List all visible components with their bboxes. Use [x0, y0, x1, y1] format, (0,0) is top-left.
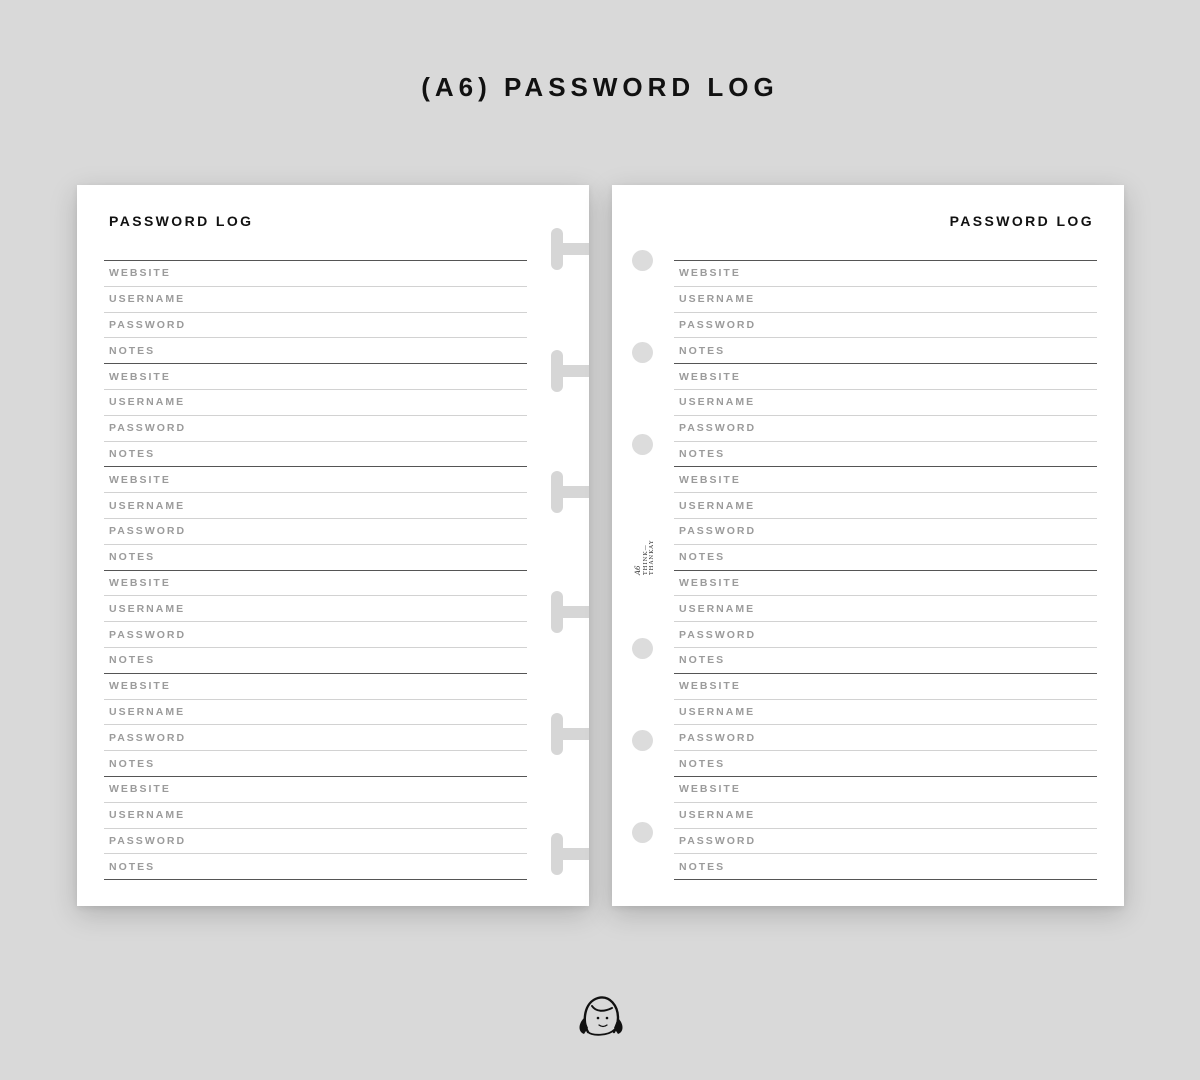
row-label: NOTES	[109, 860, 156, 873]
log-row-password	[104, 416, 527, 442]
right-page-title: PASSWORD LOG	[949, 213, 1094, 229]
disc-binding-tab	[551, 228, 589, 270]
log-row-notes	[104, 442, 527, 468]
brand-size: A6	[634, 565, 642, 575]
log-row-password	[104, 519, 527, 545]
log-row-username	[104, 287, 527, 313]
disc-binding-tab	[551, 833, 589, 875]
log-row-notes	[674, 854, 1097, 880]
log-row-username	[674, 287, 1097, 313]
log-row-website	[674, 364, 1097, 390]
log-row-website	[674, 777, 1097, 803]
log-row-username	[104, 596, 527, 622]
ring-hole	[632, 822, 653, 843]
log-row-website	[674, 674, 1097, 700]
row-label: WEBSITE	[679, 680, 741, 693]
log-row-username	[674, 493, 1097, 519]
row-label: NOTES	[109, 654, 156, 667]
log-row-password	[674, 313, 1097, 339]
row-label: NOTES	[679, 654, 726, 667]
log-row-password	[674, 416, 1097, 442]
ring-hole	[632, 342, 653, 363]
row-label: USERNAME	[109, 396, 186, 409]
log-row-notes	[104, 854, 527, 880]
row-label: PASSWORD	[109, 422, 187, 435]
row-label: USERNAME	[679, 499, 756, 512]
row-label: USERNAME	[109, 293, 186, 306]
row-label: USERNAME	[109, 602, 186, 615]
log-row-notes	[104, 648, 527, 674]
row-label: WEBSITE	[679, 370, 741, 383]
row-label: USERNAME	[679, 809, 756, 822]
log-row-website	[104, 467, 527, 493]
log-row-notes	[674, 751, 1097, 777]
log-row-password	[104, 829, 527, 855]
row-label: PASSWORD	[679, 525, 757, 538]
log-row-website	[104, 674, 527, 700]
log-row-username	[104, 700, 527, 726]
right-planner-page	[612, 185, 1124, 906]
log-row-username	[674, 390, 1097, 416]
log-row-username	[104, 803, 527, 829]
log-row-notes	[674, 442, 1097, 468]
log-row-password	[104, 622, 527, 648]
row-label: NOTES	[679, 757, 726, 770]
log-row-username	[104, 390, 527, 416]
row-label: PASSWORD	[679, 628, 757, 641]
log-row-password	[674, 519, 1097, 545]
log-row-username	[674, 803, 1097, 829]
log-row-notes	[674, 338, 1097, 364]
row-label: PASSWORD	[109, 628, 187, 641]
row-label: PASSWORD	[109, 731, 187, 744]
log-row-notes	[104, 338, 527, 364]
row-label: WEBSITE	[109, 267, 171, 280]
row-label: USERNAME	[109, 499, 186, 512]
log-row-username	[674, 596, 1097, 622]
log-row-website	[104, 777, 527, 803]
row-label: WEBSITE	[109, 370, 171, 383]
right-password-rows	[674, 260, 1097, 880]
row-label: USERNAME	[109, 705, 186, 718]
disc-binding-tab	[551, 713, 589, 755]
row-label: NOTES	[679, 551, 726, 564]
row-label: PASSWORD	[679, 834, 757, 847]
row-label: PASSWORD	[109, 834, 187, 847]
row-label: WEBSITE	[109, 680, 171, 693]
row-label: WEBSITE	[679, 267, 741, 280]
brand-name: THINK—THANKAY	[642, 539, 655, 575]
log-row-username	[674, 700, 1097, 726]
left-page-title: PASSWORD LOG	[109, 213, 254, 229]
disc-binding-tab	[551, 591, 589, 633]
row-label: WEBSITE	[109, 783, 171, 796]
disc-binding-tab	[551, 350, 589, 392]
row-label: USERNAME	[679, 396, 756, 409]
ring-hole	[632, 250, 653, 271]
row-label: USERNAME	[679, 293, 756, 306]
row-label: WEBSITE	[109, 473, 171, 486]
row-label: NOTES	[679, 447, 726, 460]
row-label: PASSWORD	[679, 731, 757, 744]
disc-binding-tab	[551, 471, 589, 513]
log-row-password	[104, 313, 527, 339]
row-label: WEBSITE	[679, 473, 741, 486]
brand-mark	[635, 523, 661, 575]
log-row-password	[674, 829, 1097, 855]
row-label: PASSWORD	[109, 318, 187, 331]
log-row-password	[674, 622, 1097, 648]
log-row-notes	[674, 545, 1097, 571]
ring-hole	[632, 638, 653, 659]
log-row-website	[674, 571, 1097, 597]
row-label: NOTES	[109, 344, 156, 357]
ring-hole	[632, 730, 653, 751]
log-row-notes	[104, 751, 527, 777]
left-planner-page	[77, 185, 589, 906]
log-row-notes	[104, 545, 527, 571]
log-row-website	[674, 261, 1097, 287]
row-label: NOTES	[109, 551, 156, 564]
girl-face-logo-icon	[574, 992, 626, 1036]
row-label: PASSWORD	[679, 422, 757, 435]
row-label: NOTES	[109, 447, 156, 460]
row-label: WEBSITE	[109, 576, 171, 589]
row-label: NOTES	[679, 344, 726, 357]
row-label: USERNAME	[679, 602, 756, 615]
row-label: WEBSITE	[679, 576, 741, 589]
row-label: PASSWORD	[679, 318, 757, 331]
log-row-website	[674, 467, 1097, 493]
main-title: (A6) PASSWORD LOG	[421, 72, 779, 102]
log-row-notes	[674, 648, 1097, 674]
log-row-username	[104, 493, 527, 519]
row-label: USERNAME	[109, 809, 186, 822]
log-row-password	[104, 725, 527, 751]
row-label: WEBSITE	[679, 783, 741, 796]
log-row-password	[674, 725, 1097, 751]
row-label: NOTES	[109, 757, 156, 770]
log-row-website	[104, 571, 527, 597]
row-label: NOTES	[679, 860, 726, 873]
log-row-website	[104, 261, 527, 287]
row-label: PASSWORD	[109, 525, 187, 538]
log-row-website	[104, 364, 527, 390]
left-password-rows	[104, 260, 527, 880]
row-label: USERNAME	[679, 705, 756, 718]
ring-hole	[632, 434, 653, 455]
